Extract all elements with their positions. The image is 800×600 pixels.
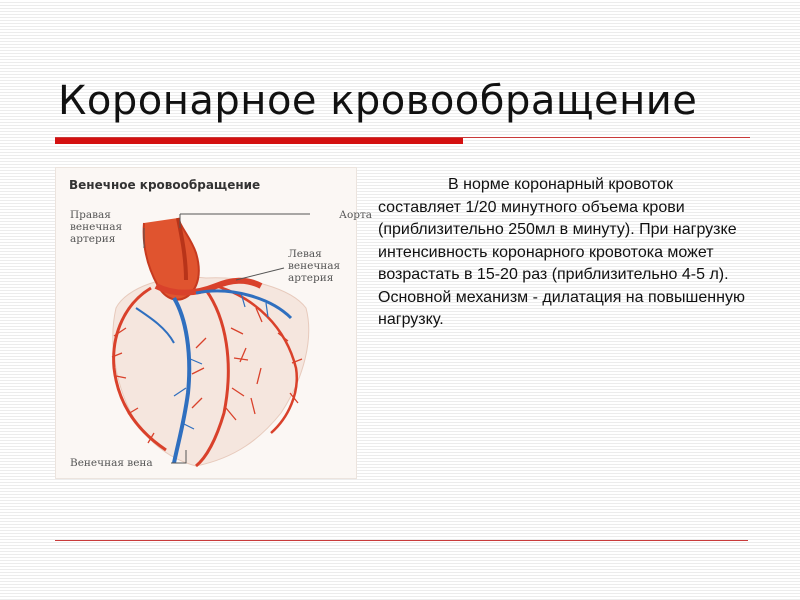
title-accent-bar: [55, 137, 463, 144]
coronary-circulation-figure: [55, 167, 373, 479]
label-right-coronary-artery: Правая венечная артерия: [70, 209, 123, 245]
label-aorta: Аорта: [339, 209, 373, 221]
slide-title: Коронарное кровообращение: [58, 78, 698, 124]
slide-body-text: [378, 174, 758, 332]
label-coronary-vein: Венечная вена: [70, 457, 153, 469]
bottom-divider: [55, 540, 748, 541]
title-underline: [55, 137, 750, 138]
figure-title: Венечное кровообращение: [69, 178, 261, 192]
label-left-coronary-artery: Левая венечная артерия: [288, 248, 341, 284]
body-paragraph: В норме коронарный кровоток составляет 1/20 минутного объема крови (приблизительно 250мл в минуту). При нагрузке интенсивность коронарного кровотока может возрастать в 15-20 раз (приблизительно 4-5 л). Основной механизм - дилатация на повышенную нагрузку.: [378, 176, 745, 328]
